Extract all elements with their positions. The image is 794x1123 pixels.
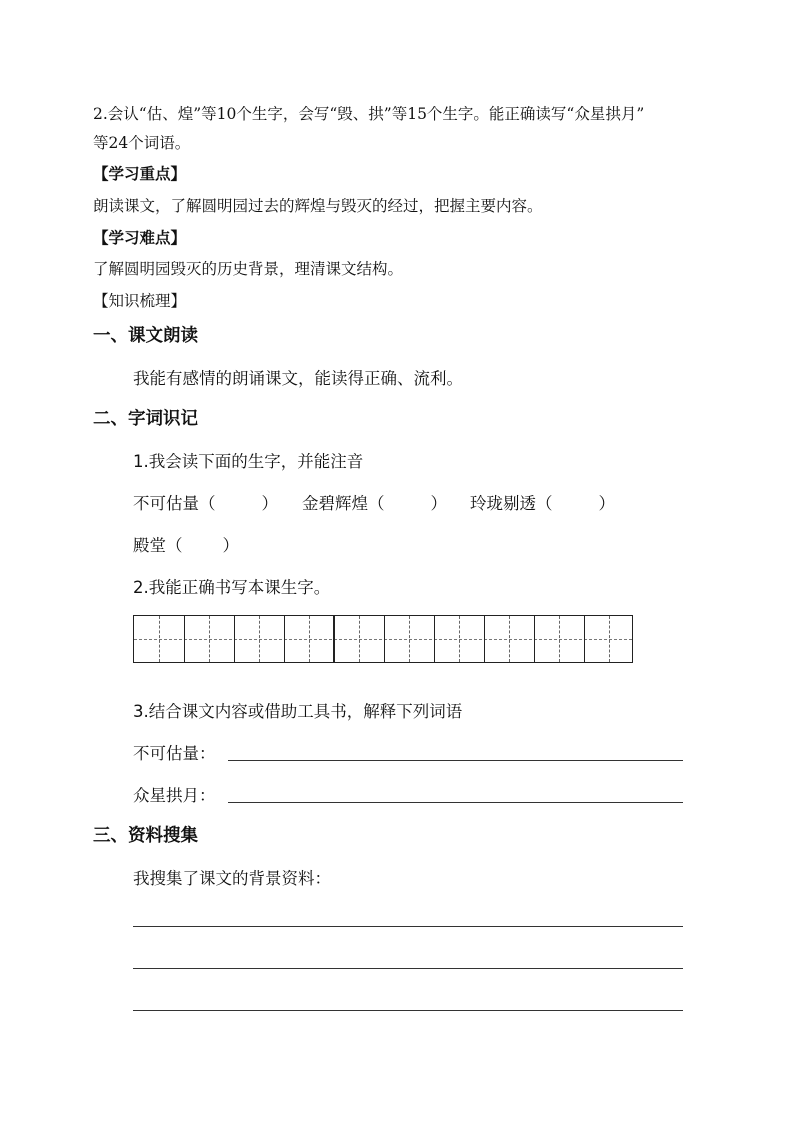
- grid-line: [484, 616, 485, 662]
- answer-line[interactable]: [133, 926, 683, 927]
- paren-close: ）: [598, 494, 615, 513]
- pinyin-item: [470, 490, 615, 514]
- writing-grid[interactable]: [133, 615, 633, 663]
- grid-line: [459, 616, 460, 662]
- word: 不可估量: [133, 494, 199, 513]
- grid-line: [534, 616, 535, 662]
- grid-line: [584, 616, 585, 662]
- objective-line1: 2.会认“估、煌”等10个生字，会写“毁、拱”等15个生字。能正确读写“众星拱月”: [93, 105, 645, 123]
- grid-line: [559, 616, 560, 662]
- pinyin-item: [302, 490, 447, 514]
- grid-line: [234, 616, 235, 662]
- grid-line: [359, 616, 360, 662]
- key-points-label: 【学习重点】: [93, 164, 187, 183]
- define-term: 众星拱月：: [133, 786, 216, 805]
- section3-text: 我搜集了课文的背景资料：: [133, 869, 331, 888]
- grid-line: [509, 616, 510, 662]
- key-points-text: 朗读课文，了解圆明园过去的辉煌与毁灭的经过，把握主要内容。: [93, 197, 543, 215]
- difficulties-text: 了解圆明园毁灭的历史背景，理清课文结构。: [93, 260, 404, 278]
- paren-close: ）: [430, 494, 447, 513]
- paren-open: （: [536, 494, 553, 513]
- difficulties-label: 【学习难点】: [93, 228, 187, 247]
- grid-line: [434, 616, 435, 662]
- word: 殿堂: [133, 536, 166, 555]
- knowledge-label: 【知识梳理】: [93, 292, 187, 310]
- grid-line: [184, 616, 185, 662]
- grid-line: [284, 616, 285, 662]
- define-term: 不可估量：: [133, 744, 216, 763]
- grid-line: [609, 616, 610, 662]
- section1-title: 一、课文朗读: [93, 326, 198, 346]
- grid-line: [384, 616, 385, 662]
- question-1: 1.我会读下面的生字，并能注音: [133, 452, 364, 471]
- answer-line[interactable]: [133, 1010, 683, 1011]
- paren-close: ）: [261, 494, 278, 513]
- word: 玲珑剔透: [470, 494, 536, 513]
- question-2: 2.我能正确书写本课生字。: [133, 578, 331, 597]
- paren-open: （: [199, 494, 216, 513]
- word: 金碧辉煌: [302, 494, 368, 513]
- answer-line[interactable]: [228, 802, 683, 803]
- grid-line: [259, 616, 260, 662]
- grid-line: [159, 616, 160, 662]
- paren-open: （: [368, 494, 385, 513]
- paren-close: ）: [222, 536, 239, 555]
- pinyin-item: [133, 532, 239, 556]
- answer-line[interactable]: [133, 968, 683, 969]
- grid-line: [409, 616, 410, 662]
- section1-text: 我能有感情的朗诵课文，能读得正确、流利。: [133, 369, 463, 388]
- grid-line: [333, 616, 335, 662]
- grid-line: [309, 616, 310, 662]
- section3-title: 三、资料搜集: [93, 826, 198, 846]
- pinyin-item: [133, 490, 278, 514]
- objective-line2: 等24个词语。: [93, 134, 191, 152]
- section2-title: 二、字词识记: [93, 409, 198, 429]
- question-3: 3.结合课文内容或借助工具书，解释下列词语: [133, 702, 463, 721]
- answer-line[interactable]: [228, 760, 683, 761]
- grid-line: [209, 616, 210, 662]
- paren-open: （: [166, 536, 183, 555]
